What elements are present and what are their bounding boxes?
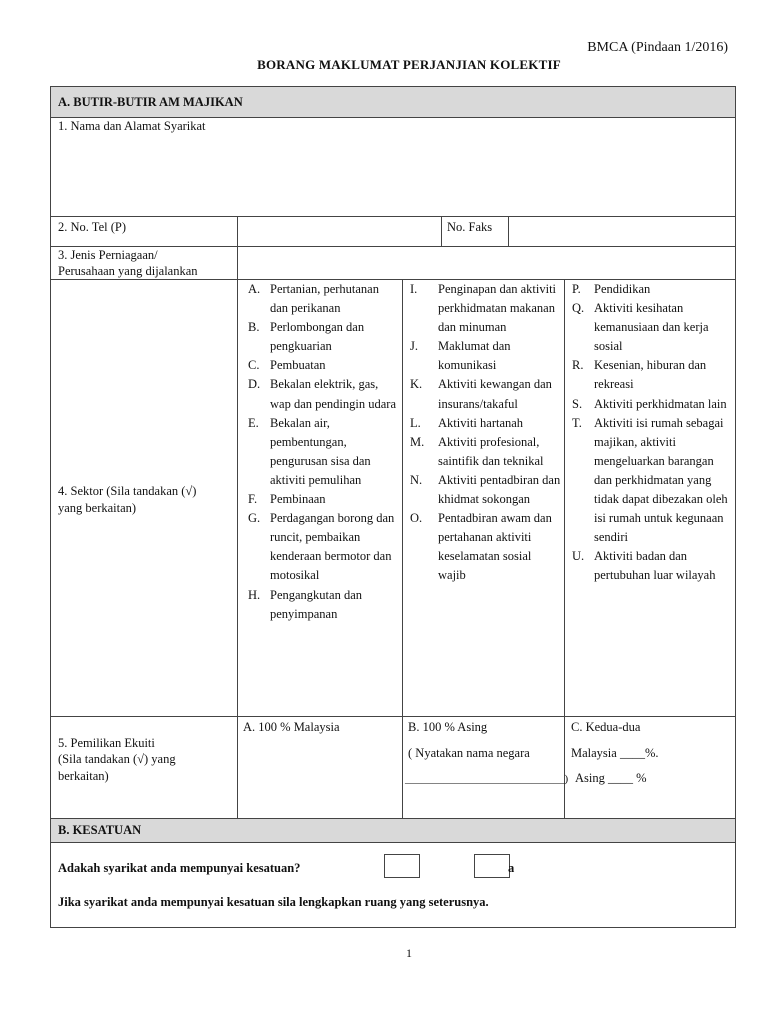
fax-label: No. Faks [447,220,493,234]
sector-option[interactable]: U. Aktiviti badan dan pertubuhan luar wilayah [572,549,716,583]
sector-option[interactable]: S. Aktiviti perkhidmatan lain [572,396,727,411]
sector-option[interactable]: B. Perlombongan dan pengkuarian [248,320,365,354]
equity-foreign-country-field[interactable]: _____________________________) [405,773,569,785]
sector-option[interactable]: K. Aktiviti kewangan dan insurans/takaful [410,377,552,411]
table-border [50,86,736,87]
table-rule [50,818,736,819]
sector-option[interactable]: J. Maklumat dan komunikasi [410,339,511,373]
phone-label: 2. No. Tel (P) [58,220,126,234]
company-name-address-label: 1. Nama dan Alamat Syarikat [58,119,206,133]
sector-option[interactable]: E. Bekalan air, pembentungan, pengurusan sisa dan aktiviti pemulihan [248,415,371,487]
table-rule [564,279,565,818]
form-reference: BMCA (Pindaan 1/2016) [587,40,728,55]
sector-option[interactable]: P. Pendidikan [572,282,651,296]
equity-label: 5. Pemilikan Ekuiti [58,736,155,750]
sector-option[interactable]: R. Kesenian, hiburan dan rekreasi [572,358,707,392]
sector-option[interactable]: N. Aktiviti pentadbiran dan khidmat sokongan [410,472,561,507]
sector-option[interactable]: F. Pembinaan [248,492,326,507]
company-name-address-field[interactable] [51,136,735,216]
sector-option[interactable]: L. Aktiviti hartanah [410,415,524,430]
table-rule [441,216,442,246]
business-type-label: 3. Jenis Perniagaan/ [58,248,158,262]
union-question: Adakah syarikat anda mempunyai kesatuan? [58,861,301,875]
table-rule [50,716,736,717]
section-a-heading: A. BUTIR-BUTIR AM MAJIKAN [58,95,243,109]
equity-label: (Sila tandakan (√) yang [58,752,176,766]
equity-malaysia-percent-field[interactable]: Malaysia ____%. [571,746,659,760]
table-rule [50,842,736,843]
union-no-checkbox[interactable] [474,854,510,878]
section-b-header-bar [51,818,735,842]
sector-label: yang berkaitan) [58,501,137,515]
fax-field[interactable] [509,217,735,246]
union-yes-checkbox[interactable] [384,854,420,878]
business-type-field[interactable] [238,247,735,279]
sector-option[interactable]: H. Pengangkutan dan penyimpanan [248,587,362,621]
sector-option[interactable]: T. Aktiviti isi rumah sebagai majikan, aktiviti mengeluarkan barangan dan perkhidmatan yang tidak dapat dibezakan oleh isi rumah untuk kegunaan sendiri [572,415,728,545]
form-title: BORANG MAKLUMAT PERJANJIAN KOLEKTIF [257,57,561,72]
phone-field[interactable] [238,217,441,246]
equity-label: berkaitan) [58,769,109,783]
union-instruction: Jika syarikat anda mempunyai kesatuan sila lengkapkan ruang yang seterusnya. [58,895,489,909]
sector-option[interactable]: G. Perdagangan borong dan runcit, pembaikan kenderaan bermotor dan motosikal [248,511,395,583]
business-type-label: Perusahaan yang dijalankan [58,264,198,278]
table-border [50,927,736,928]
sector-option[interactable]: A. Pertanian, perhutanan dan perikanan [248,282,379,316]
union-no-label: a [508,861,515,875]
section-b-heading: B. KESATUAN [58,823,142,837]
sector-label: 4. Sektor (Sila tandakan (√) [58,484,197,498]
sector-option[interactable]: D. Bekalan elektrik, gas, wap dan pendingin udara [248,377,397,411]
sector-list-col1 [248,280,398,624]
equity-foreign-country-note: ( Nyatakan nama negara [408,746,530,760]
page-number: 1 [406,946,412,960]
equity-option-foreign[interactable]: B. 100 % Asing [408,720,488,734]
table-rule [402,279,403,818]
sector-option[interactable]: Q. Aktiviti kesihatan kemanusiaan dan kerja sosial [572,301,709,354]
table-rule [237,216,238,818]
sector-option[interactable]: O. Pentadbiran awam dan pertahanan aktiviti keselamatan sosial wajib [410,511,552,583]
equity-option-malaysia[interactable]: A. 100 % Malaysia [243,720,340,734]
sector-list-col3 [572,280,732,586]
sector-option[interactable]: C. Pembuatan [248,358,326,373]
sector-option[interactable]: I. Penginapan dan aktiviti perkhidmatan makanan dan minuman [410,282,557,335]
equity-foreign-percent-field[interactable]: Asing ____ % [575,771,647,785]
sector-list-col2 [410,280,562,586]
sector-option[interactable]: M. Aktiviti profesional, saintifik dan teknikal [410,434,544,468]
equity-option-both[interactable]: C. Kedua-dua [571,720,641,734]
table-border [735,86,736,928]
